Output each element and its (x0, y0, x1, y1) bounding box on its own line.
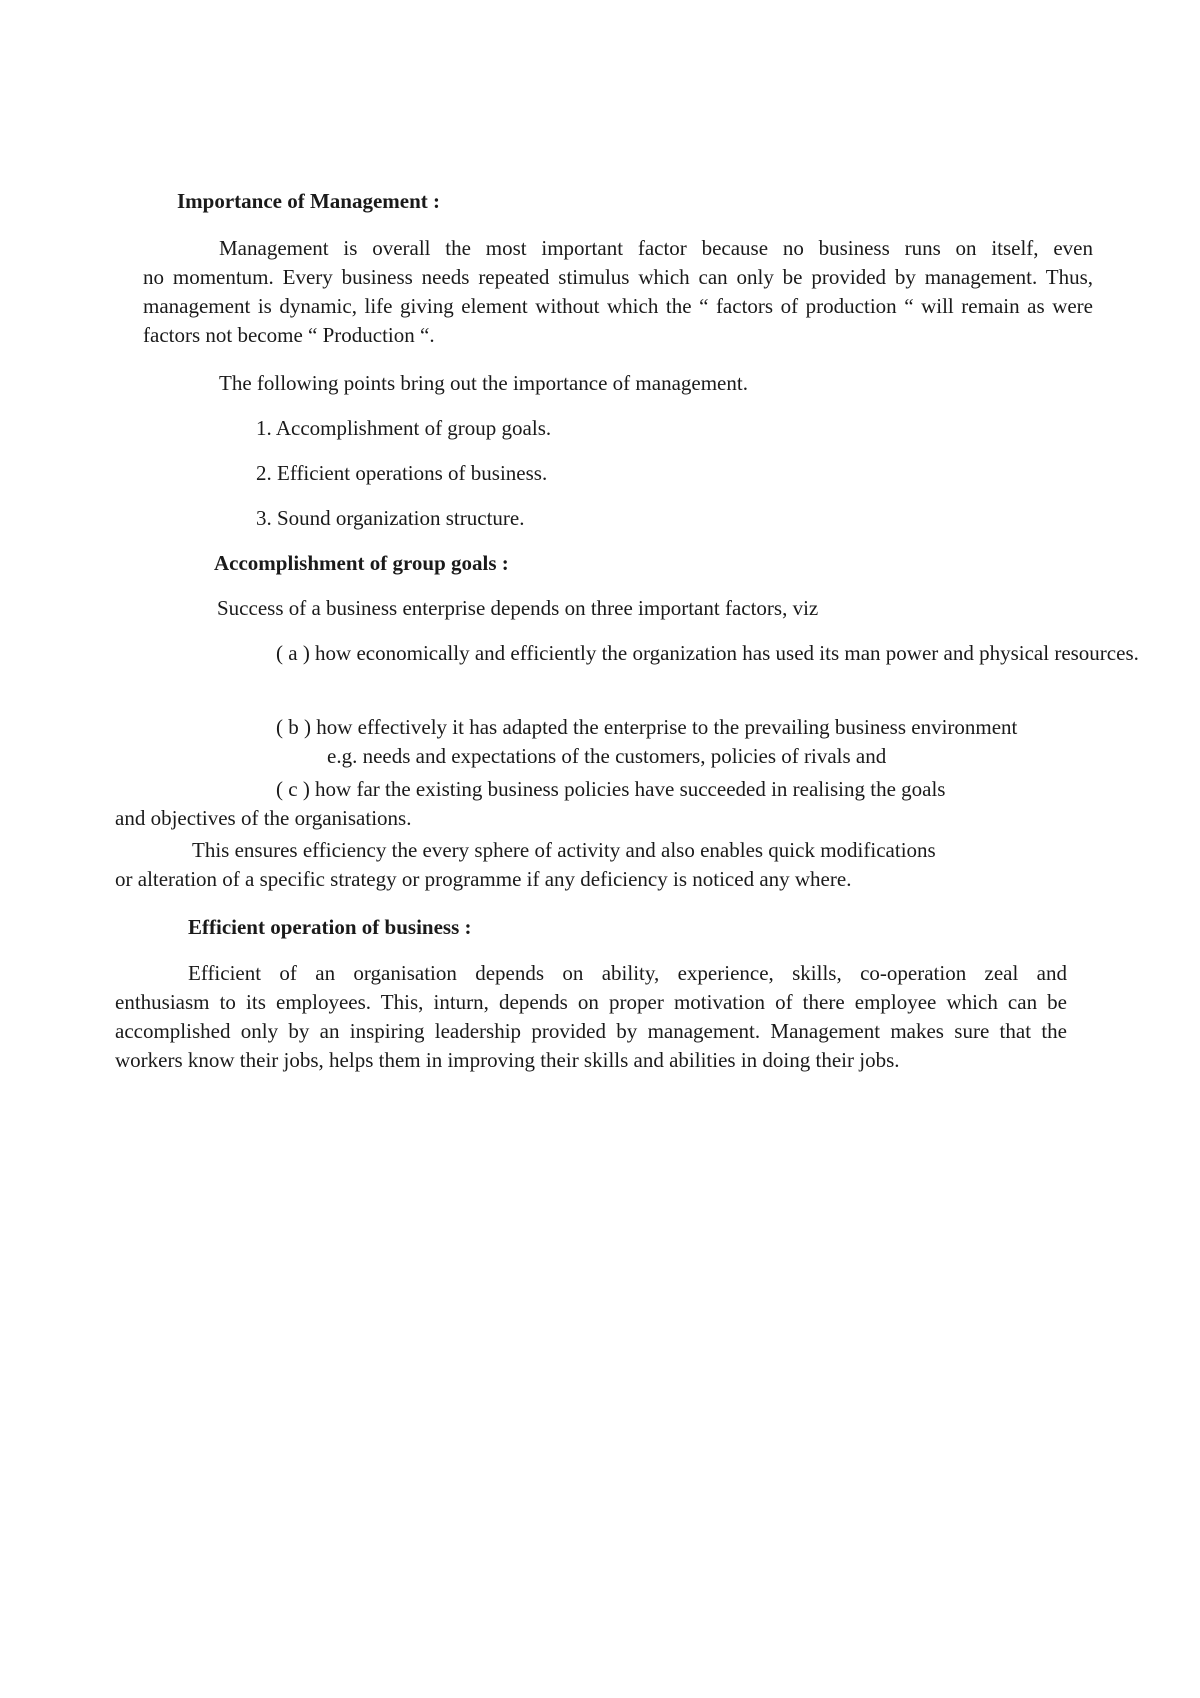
factor-item-b: ( b ) how effectively it has adapted the enterprise to the prevailing business environment (276, 715, 1018, 739)
importance-paragraph: no momentum. Every business needs repeated stimulus which can only be provided by management. Thus, management is dynamic, life giving element without which the “ factors of production “ will remain as were factors not become “ Production “. (143, 265, 1093, 347)
points-intro: The following points bring out the importance of management. (219, 371, 748, 395)
importance-heading: Importance of Management : (177, 189, 441, 213)
group-goals-intro: Success of a business enterprise depends on three important factors, viz (217, 596, 819, 620)
list-item: 2. Efficient operations of business. (256, 461, 548, 485)
efficiency-note: or alteration of a specific strategy or programme if any deficiency is noticed any where. (115, 867, 852, 891)
factor-item-c-continued: and objectives of the organisations. (115, 806, 412, 830)
importance-paragraph-first-line: Management is overall the most important factor because no business runs on itself, even (219, 236, 1093, 260)
efficiency-note-first-line: This ensures efficiency the every sphere of activity and also enables quick modifications (192, 838, 936, 862)
efficient-operation-paragraph: enthusiasm to its employees. This, inturn, depends on proper motivation of there employee which can be accomplished only by an inspiring leadership provided by management. Management makes sure that the workers know their jobs, helps them in improving their skills and abilities in doing their jobs. (115, 990, 1067, 1072)
list-item: 3. Sound organization structure. (256, 506, 525, 530)
factor-item-a: ( a ) how economically and efficiently the organization has used its man power and physical resources. (276, 641, 1139, 665)
list-item: 1. Accomplishment of group goals. (256, 416, 552, 440)
factor-item-c: ( c ) how far the existing business policies have succeeded in realising the goals (276, 777, 946, 801)
group-goals-heading: Accomplishment of group goals : (214, 551, 509, 575)
factor-item-b-continued: e.g. needs and expectations of the customers, policies of rivals and (327, 744, 887, 768)
efficient-operation-paragraph-first-line: Efficient of an organisation depends on ability, experience, skills, co-operation zeal and (188, 961, 1067, 985)
efficient-operation-heading: Efficient operation of business : (188, 915, 472, 939)
